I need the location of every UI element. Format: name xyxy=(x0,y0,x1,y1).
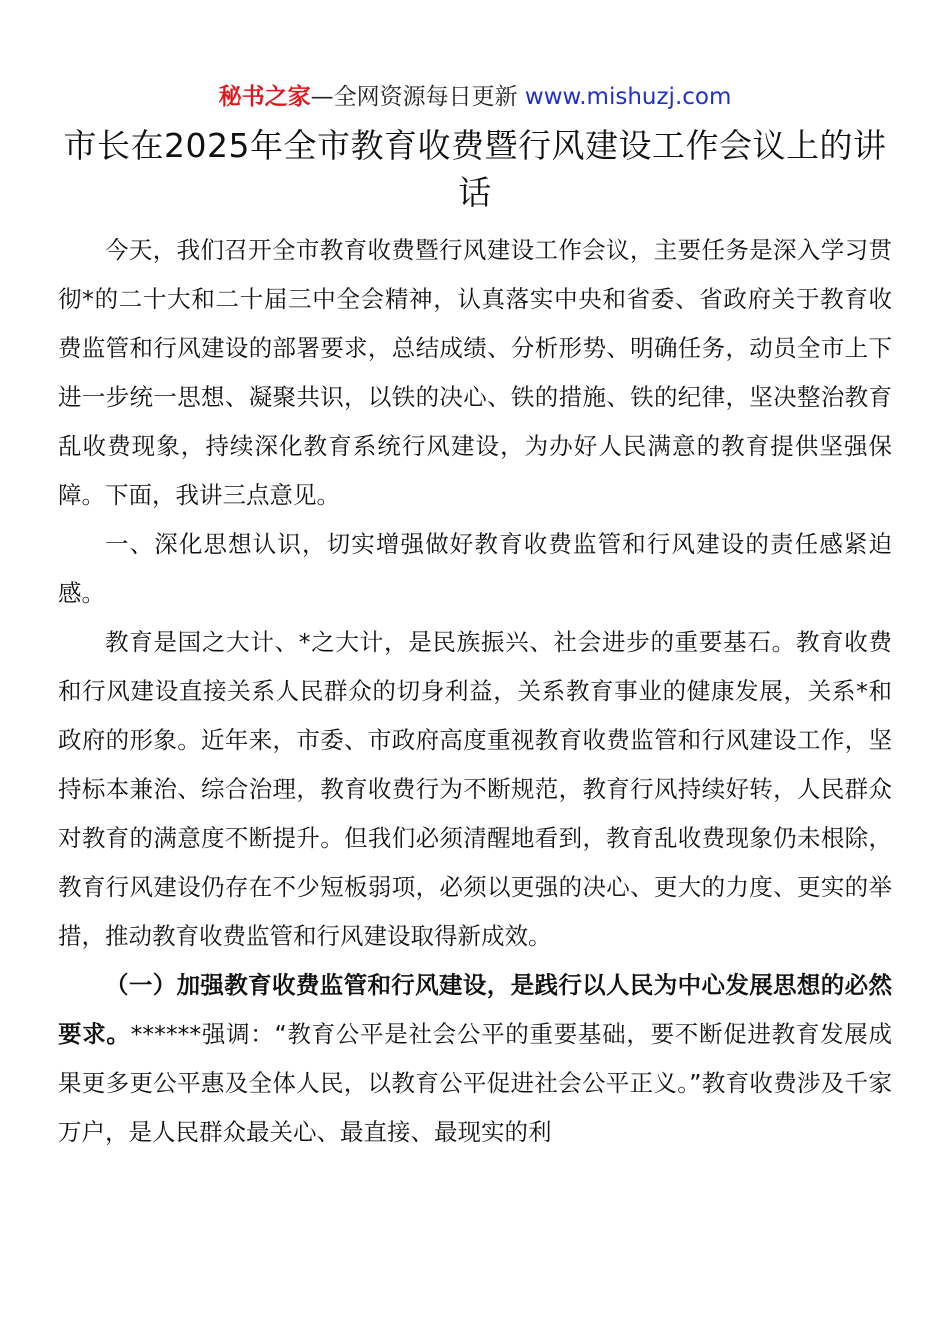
intro-paragraph: 今天，我们召开全市教育收费暨行风建设工作会议，主要任务是深入学习贯彻*的二十大和二十届三中全会精神，认真落实中央和省委、省政府关于教育收费监管和行风建设的部署要求，总结成绩、分析形势、明确任务，动员全市上下进一步统一思想、凝聚共识，以铁的决心、铁的措施、铁的纪律，坚决整治教育乱收费现象，持续深化教育系统行风建设，为办好人民满意的教育提供坚强保障。下面，我讲三点意见。 xyxy=(58,236,892,509)
site-url-link[interactable]: www.mishuzj.com xyxy=(524,84,732,110)
subsection-lead: （一）加强教育收费监管和行风建设，是践行以人民为中心发展思想的必然要求。 xyxy=(58,971,892,1048)
site-banner xyxy=(58,80,892,114)
document-title: 市长在2025年全市教育收费暨行风建设工作会议上的讲话 xyxy=(63,126,887,212)
section-heading-1: 一、深化思想认识，切实增强做好教育收费监管和行风建设的责任感紧迫感。 xyxy=(58,530,892,607)
subsection-paragraph-1 xyxy=(58,961,892,1157)
banner-tagline: —全网资源每日更新 xyxy=(310,84,518,110)
body-paragraph: 教育是国之大计、*之大计，是民族振兴、社会进步的重要基石。教育收费和行风建设直接关系人民群众的切身利益，关系教育事业的健康发展，关系*和政府的形象。近年来，市委、市政府高度重视教育收费监管和行风建设工作，坚持标本兼治、综合治理，教育收费行为不断规范，教育行风持续好转，人民群众对教育的满意度不断提升。但我们必须清醒地看到，教育乱收费现象仍未根除，教育行风建设仍存在不少短板弱项，必须以更强的决心、更大的力度、更实的举措，推动教育收费监管和行风建设取得新成效。 xyxy=(58,628,892,950)
brand-name: 秘书之家 xyxy=(218,84,311,110)
subsection-body: ******强调：“教育公平是社会公平的重要基础，要不断促进教育发展成果更多更公平惠及全体人民，以教育公平促进社会公平正义。”教育收费涉及千家万户，是人民群众最关心、最直接、最现实的利 xyxy=(58,1020,892,1146)
